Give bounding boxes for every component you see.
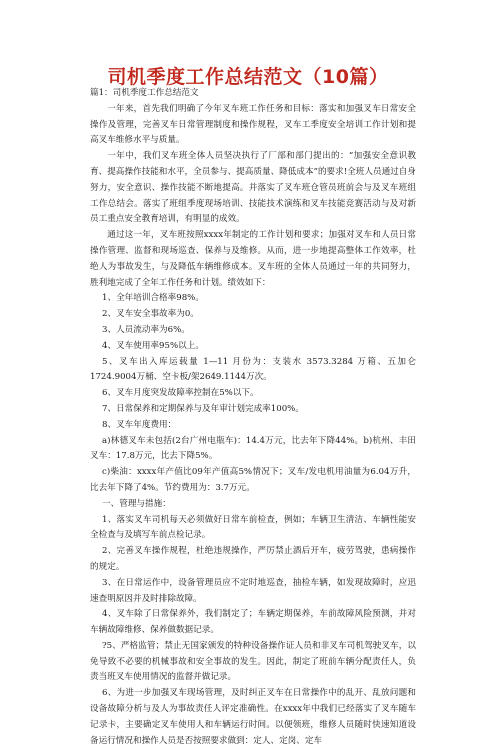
paragraph: 一年来，首先我们明确了今年叉车班工作任务和目标：落实和加强叉车日常安全操作及管理，完善叉车日常管理制度和操作规程，叉车工季度安全培训工作计划和提高叉车维修水平与质量。 — [90, 103, 416, 146]
paragraph: c)柴油：xxxx年产值比09年产值高5%情况下；叉车/发电机用油量为6.04万升，比去年下降了4%。节约费用为：3.7万元。 — [90, 467, 416, 493]
paragraph: 6、叉车月度突发故障率控制在5%以下。 — [102, 388, 259, 399]
paragraph: 2、叉车安全事故率为0。 — [102, 309, 199, 320]
paragraph: 1、落实叉车司机每天必须做好日常车前检查，例如；车辆卫生清洁、车辆性能安全检查与及填写车前点检记录。 — [90, 514, 416, 541]
paragraph: 3、在日常运作中，设备管理员应不定时地巡查，抽检车辆，如发现故障时，应迅速查明原因并及时排除故障。 — [90, 577, 416, 604]
document-body — [90, 86, 416, 749]
paragraph: 7、日常保养和定期保养与及年审计划完成率100%。 — [102, 403, 304, 414]
paragraph: 8、叉车年度费用： — [102, 419, 177, 430]
paragraph: 6、为进一步加强叉车现场管理，及时纠正叉车在日常操作中的乱开、乱放问题和设备故障分析与及人为事故责任人评定准确性。在xxxx年中我们已经落实了叉车随车记录卡，主要确定叉车使用人和车辆运行时间。以便领班，维修人员随时快速知道设备运行情况和操作人员是否按照要求做到：定人、定岗、定车 — [90, 688, 416, 746]
page-title: 司机季度工作总结范文（10篇） — [107, 66, 389, 88]
paragraph: ?5、严格监管；禁止无国家颁发的特种设备操作证人员和非叉车司机驾驶叉车，以免导致不必要的机械事故和安全事故的发生。因此，制定了班前车辆分配责任人，负责当班叉车使用情况的监督并做记录。 — [90, 640, 416, 683]
paragraph: 5、叉车出入库运载量 1—11 月份为：支装水 3573.3284 万箱、五加仑1724.9004万桶、空卡板/架2649.1144万次。 — [90, 356, 416, 383]
paragraph: 一年中，我们叉车班全体人员坚决执行了厂部和部门提出的：“加强安全意识教育、提高操作技能和水平，全员参与、提高质量、降低成本”的要求!全班人员通过自身努力，安全意识、操作技能不断地提高。并落实了叉车班仓管员班前会与及叉车班组工作总结会。落实了班组季度现场培训、技能技术演练和叉车技能竞赛活动与及对新员工重点安全教育培训，有明显的成效。 — [90, 151, 416, 225]
section-heading: 篇1：司机季度工作总结范文 — [90, 88, 199, 98]
paragraph: 一、管理与措施： — [102, 498, 171, 509]
paragraph: 2、完善叉车操作规程，杜绝违规操作，严厉禁止酒后开车，疲劳驾驶，患病操作的规定。 — [90, 546, 416, 572]
paragraph: a)林德叉车未包括(2台广州电瓶车)：14.4万元，比去年下降44%。b)杭州、丰田叉车：17.8万元，比去下降5%。 — [90, 435, 416, 462]
paragraph: 3、人员流动率为6%。 — [102, 324, 190, 335]
paragraph: 1、全年培训合格率98%。 — [102, 293, 204, 304]
paragraph: 4、叉车使用率95%以上。 — [102, 340, 204, 351]
paragraph: 通过这一年，叉车班按照xxxx年制定的工作计划和要求；加强对叉车和人员日常操作管理、监督和现场巡查、保养与及维修。从而，进一步地提高整体工作效率，杜绝人为事故发生，与及降低车辆维修成本。叉车班的全体人员通过一年的共同努力，胜利地完成了全年工作任务和计划。绩效如下： — [90, 230, 416, 288]
paragraph: 4、叉车除了日常保养外，我们制定了；车辆定期保养，车前故障风险预测，并对车辆故障维修、保养做数据记录。 — [90, 609, 416, 636]
